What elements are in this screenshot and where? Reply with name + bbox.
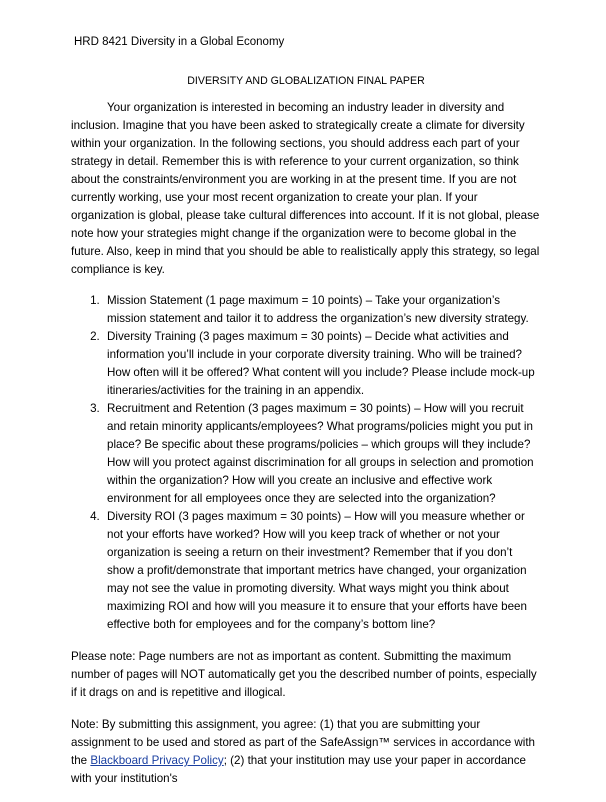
running-header: HRD 8421 Diversity in a Global Economy	[74, 36, 285, 48]
page-numbers-note: Please note: Page numbers are not as important as content. Submitting the maximum number of pages will NOT automatically get you the described number of points, especially if it drags on and is repetitive and illogical.	[71, 650, 537, 699]
submission-note	[71, 716, 541, 788]
intro-paragraph: Your organization is interested in becoming an industry leader in diversity and inclusion. Imagine that you have been asked to strategically create a climate for diversity within your organization. In the following sections, you should address each part of your strategy in detail. Remember this is with reference to your current organization, so think about the constraints/environment you are working in at the present time. If you are not currently working, use your most recent organization to create your plan. If your organization is global, please take cultural differences into account. If it is not global, please note how your strategies might change if the organization were to become global in the future. Also, keep in mind that you should be able to realistically apply this strategy, so legal compliance is key.	[71, 101, 540, 276]
list-item-mission-statement: 1. Mission Statement (1 page maximum = 10 points) – Take your organization’s mission statement and tailor it to address the organization’s new diversity strategy.	[103, 292, 541, 328]
document-body	[71, 72, 541, 802]
list-item-recruitment-retention: 3. Recruitment and Retention (3 pages maximum = 30 points) – How will you recruit and retain minority applicants/employees? What programs/policies might you put in place? Be specific about these programs/policies – which groups will they include? How will you protect against discrimination for all groups in selection and promotion within the organization? How will you create an inclusive and effective work environment for all employees once they are selected into the organization?	[103, 400, 541, 508]
submission-note-text: Note: By submitting this assignment, you agree: (1) that you are submitting your assignment to be used and stored as part of the SafeAssign™ services in accordance with the	[71, 718, 536, 767]
list-item-diversity-roi: 4. Diversity ROI (3 pages maximum = 30 points) – How will you measure whether or not your efforts have worked? How will you keep track of whether or not your organization is seeing a return on their investment? Remember that if you don’t show a profit/demonstrate that important metrics have changed, your organization may not see the value in promoting diversity. What ways might you think about maximizing ROI and how will you measure it to ensure that your efforts have been effective both for employees and for the company’s bottom line?	[103, 508, 541, 634]
privacy-policy-link[interactable]: Blackboard Privacy Policy	[90, 754, 224, 767]
page-title: DIVERSITY AND GLOBALIZATION FINAL PAPER	[187, 75, 425, 87]
requirements-list	[71, 292, 541, 634]
submission-note-continued: ; (2) that your institution may use your paper in accordance with your institution's	[71, 754, 526, 785]
list-item-diversity-training: 2. Diversity Training (3 pages maximum = 30 points) – Decide what activities and information you’ll include in your corporate diversity training. Who will be trained? How often will it be offered? What content will you include? Please include mock-up itineraries/activities for the training in an appendix.	[103, 328, 541, 400]
